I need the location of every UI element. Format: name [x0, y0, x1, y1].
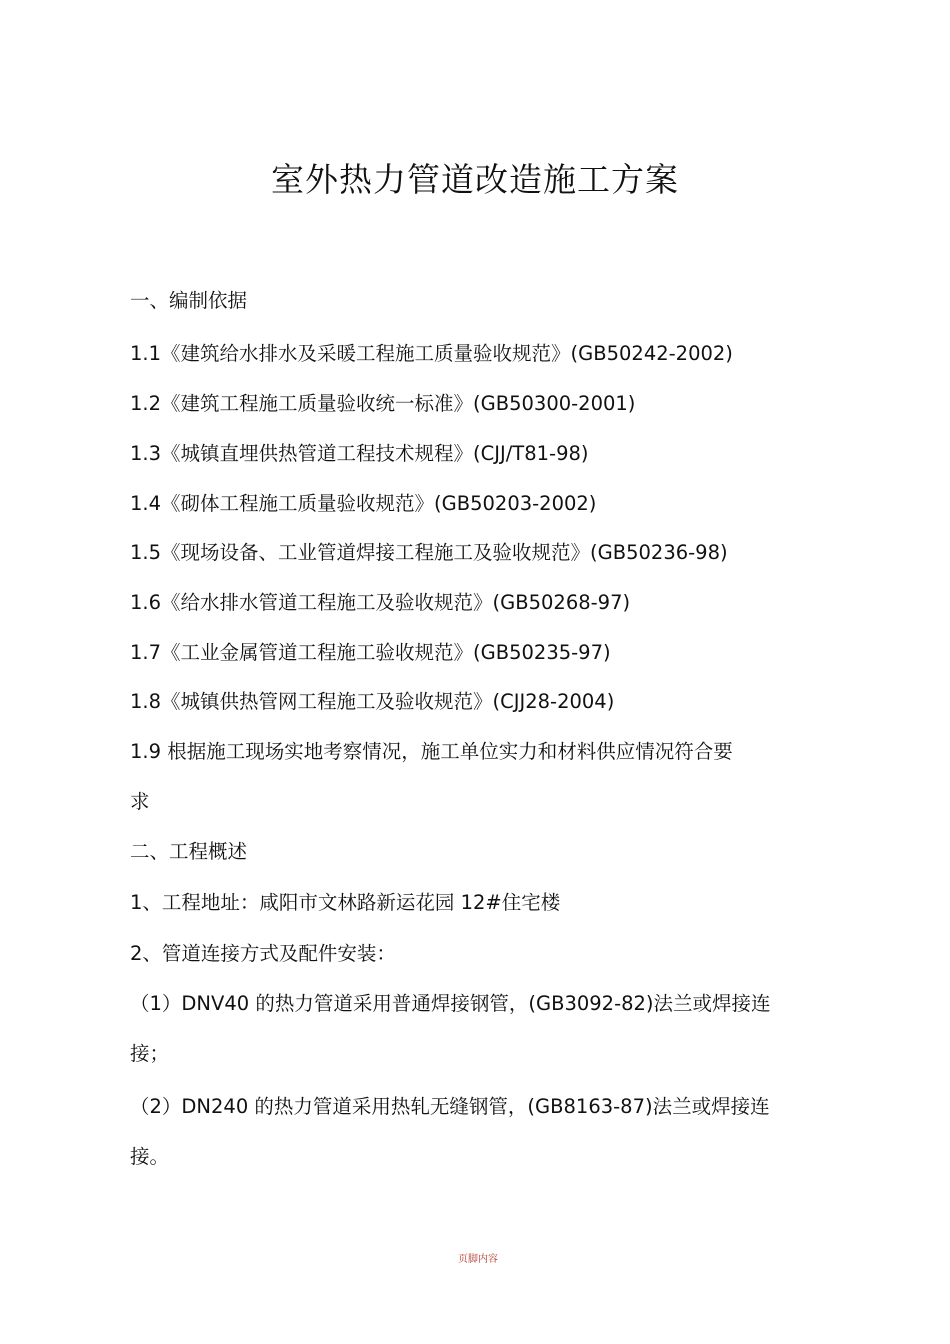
page-footer: 页脚内容	[458, 1254, 498, 1265]
basis-item-1-2: 1.2《建筑工程施工质量验收统一标准》(GB50300-2001)	[130, 392, 636, 415]
section-heading-basis: 一、编制依据	[130, 289, 248, 312]
connection-item-2-continued: 接。	[130, 1145, 170, 1168]
document-title: 室外热力管道改造施工方案	[271, 160, 679, 199]
basis-item-1-5: 1.5《现场设备、工业管道焊接工程施工及验收规范》(GB50236-98)	[130, 541, 728, 564]
basis-item-1-4: 1.4《砌体工程施工质量验收规范》(GB50203-2002)	[130, 492, 597, 515]
basis-item-1-3: 1.3《城镇直埋供热管道工程技术规程》(CJJ/T81-98)	[130, 442, 589, 465]
section-heading-overview: 二、工程概述	[130, 840, 248, 863]
connection-item-1: （1）DNV40 的热力管道采用普通焊接钢管，(GB3092-82)法兰或焊接连	[130, 992, 771, 1015]
basis-item-1-9-continued: 求	[130, 790, 150, 813]
overview-item-address: 1、工程地址：咸阳市文林路新运花园 12#住宅楼	[130, 891, 561, 914]
connection-item-1-continued: 接；	[130, 1042, 170, 1065]
basis-item-1-6: 1.6《给水排水管道工程施工及验收规范》(GB50268-97)	[130, 591, 631, 614]
connection-item-2: （2）DN240 的热力管道采用热轧无缝钢管，(GB8163-87)法兰或焊接连	[130, 1095, 770, 1118]
basis-item-1-1: 1.1《建筑给水排水及采暖工程施工质量验收规范》(GB50242-2002)	[130, 342, 733, 365]
basis-item-1-9: 1.9 根据施工现场实地考察情况，施工单位实力和材料供应情况符合要	[130, 740, 733, 763]
basis-item-1-8: 1.8《城镇供热管网工程施工及验收规范》(CJJ28-2004)	[130, 690, 615, 713]
basis-item-1-7: 1.7《工业金属管道工程施工验收规范》(GB50235-97)	[130, 641, 611, 664]
overview-item-connection: 2、管道连接方式及配件安装：	[130, 942, 396, 965]
